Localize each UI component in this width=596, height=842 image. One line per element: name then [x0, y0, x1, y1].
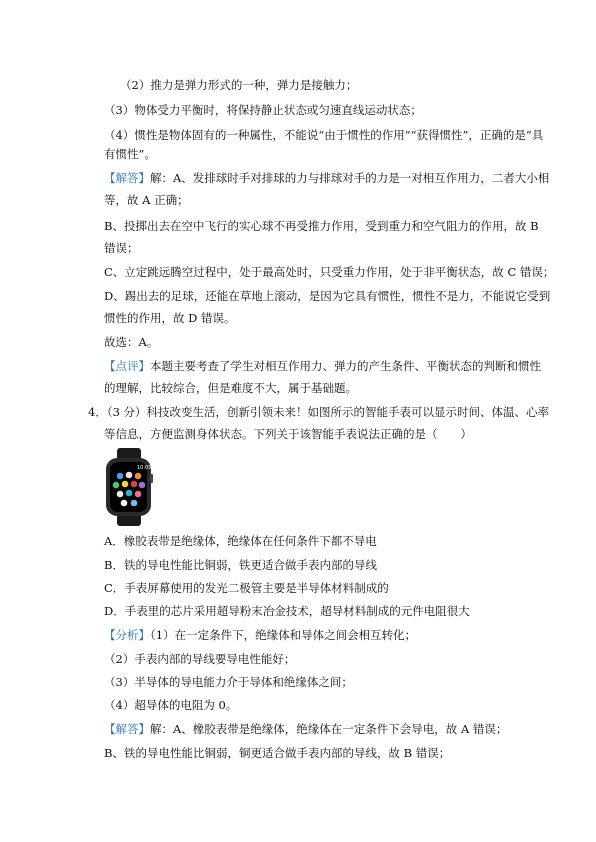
option-d-line-1: D、踢出去的足球，还能在草地上滚动，是因为它具有惯性，惯性不是力，不能说它受到: [104, 289, 551, 303]
option-c-line: C、立定跳远腾空过程中，处于最高处时，只受重力作用，处于非平衡状态，故 C 错误；: [104, 265, 555, 279]
review-line-1: [104, 359, 541, 373]
analysis-line-2: （2）手表内部的导线要导电性能好；: [104, 652, 296, 666]
review-tag: 【点评】: [104, 359, 150, 373]
analysis-line-3: （3）半导体的导电能力介于导体和绝缘体之间；: [104, 675, 353, 689]
analysis-line-4: （4）超导体的电阻为 0。: [104, 698, 238, 712]
answer-line-1: [104, 171, 549, 185]
choice-line: 故选：A。: [104, 335, 159, 349]
svg-text:10:09: 10:09: [137, 465, 152, 471]
analysis-text: （1）在一定条件下，绝缘体和导体之间会相互转化；: [150, 628, 417, 642]
answer-line-2: 等，故 A 正确；: [104, 193, 189, 207]
line-prev-3: （4）惯性是物体固有的一种属性，不能说“由于惯性的作用”“获得惯性”，正确的是“具: [104, 128, 544, 142]
question-4-line-1: 4．（3 分）科技改变生活，创新引领未来！如图所示的智能手表可以显示时间、体温、心率: [88, 405, 550, 419]
answer-tag: 【解答】: [104, 171, 150, 185]
line-prev-2: （3）物体受力平衡时，将保持静止状态或匀速直线运动状态；: [104, 103, 422, 117]
review-text: 本题主要考查了学生对相互作用力、弹力的产生条件、平衡状态的判断和惯性: [150, 359, 541, 373]
option-d-line-2: 惯性的作用，故 D 错误。: [104, 311, 236, 325]
solution-text: 解：A、橡胶表带是绝缘体，绝缘体在一定条件下会导电，故 A 错误；: [150, 722, 508, 736]
option-c: C．手表屏幕使用的发光二极管主要是半导体材料制成的: [104, 581, 389, 595]
option-b: B．铁的导电性能比铜弱，铁更适合做手表内部的导线: [104, 558, 377, 572]
solution-line-1: [104, 722, 507, 736]
analysis-line-1: [104, 628, 416, 642]
line-prev-1: （2）推力是弹力形式的一种，弹力是接触力；: [120, 78, 358, 92]
line-prev-4: 有惯性”。: [104, 147, 156, 161]
option-b-line-1: B、投掷出去在空中飞行的实心球不再受推力作用，受到重力和空气阻力的作用，故 B: [104, 219, 539, 233]
review-line-2: 的理解，比较综合，但是难度不大，属于基础题。: [104, 381, 357, 395]
option-b-line-2: 错误；: [104, 241, 139, 255]
analysis-tag: 【分析】: [104, 628, 150, 642]
option-a: A．橡胶表带是绝缘体，绝缘体在任何条件下都不导电: [104, 534, 377, 548]
question-4-line-2: 等信息，方便监测身体状态。下列关于该智能手表说法正确的是（ ）: [104, 427, 472, 441]
answer-text: 解：A、发排球时手对排球的力与排球对手的力是一对相互作用力，二者大小相: [150, 171, 550, 185]
option-d: D．手表里的芯片采用超导粉末冶金技术，超导材料制成的元件电阻很大: [104, 604, 470, 618]
smartwatch-image: [104, 448, 154, 526]
solution-tag: 【解答】: [104, 722, 150, 736]
solution-line-2: B、铁的导电性能比铜弱，铜更适合做手表内部的导线，故 B 错误；: [104, 746, 451, 760]
